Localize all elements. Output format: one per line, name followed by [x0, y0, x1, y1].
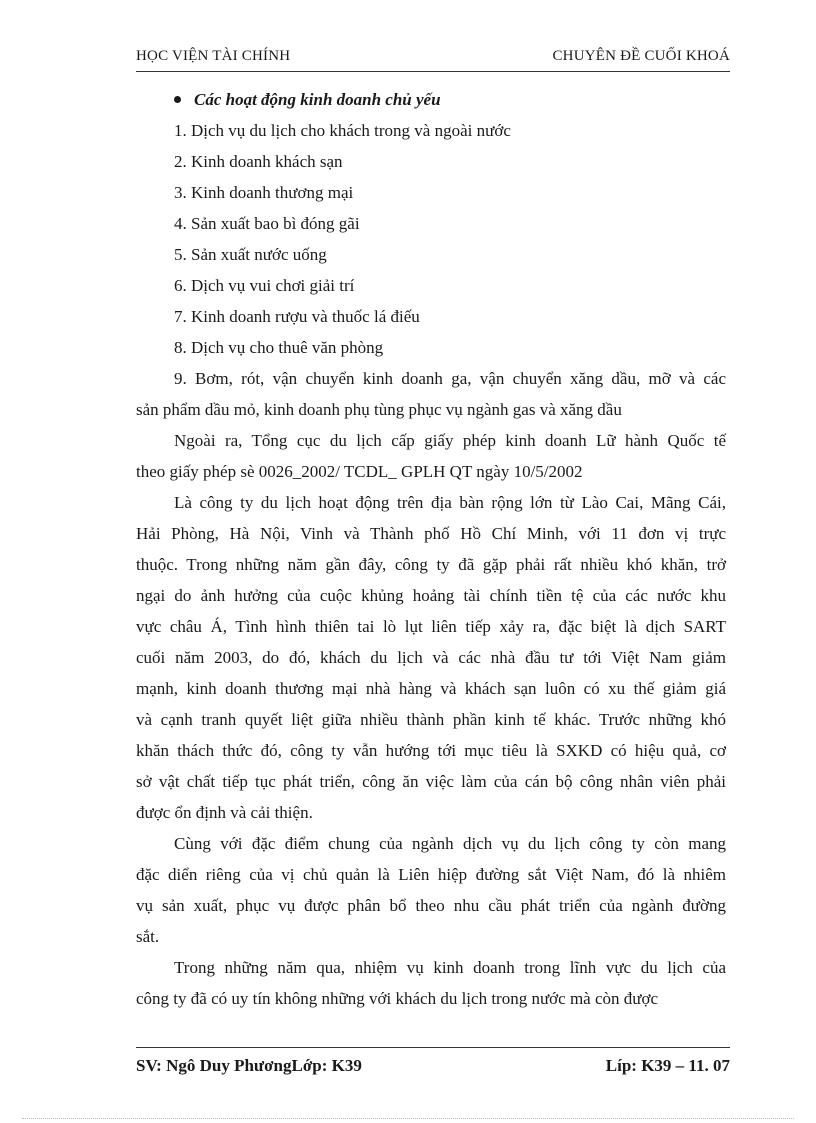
- paragraph-list-item-9: [136, 363, 726, 425]
- list-item: 7. Kinh doanh rượu và thuốc lá điếu: [174, 307, 420, 326]
- footer-class: Líp: K39 – 11. 07: [605, 1056, 730, 1075]
- list-item: 6. Dịch vụ vui chơi giải trí: [174, 276, 355, 295]
- paragraph-line: đặc diển riêng của vị chủ quản là Liên hiệp đường sắt Việt Nam, đó là nhiêm: [136, 865, 726, 884]
- paragraph-line: khăn thách thức đó, công ty vẫn hướng tới mục tiêu là SXKD có hiệu quả, cơ: [136, 741, 726, 760]
- paragraph-line: cuối năm 2003, do đó, khách du lịch và các nhà đầu tư tới Việt Nam giảm: [136, 648, 726, 667]
- paragraph-company-overview: [136, 487, 726, 828]
- list-item: 5. Sản xuất nước uống: [174, 245, 327, 264]
- paragraph-line: vực châu Á, Tình hình thiên tai lò lụt liên tiếp xảy ra, đặc biệt là dịch SART: [136, 617, 726, 636]
- paragraph-line: sắt.: [136, 927, 160, 946]
- paragraph-line: 9. Bơm, rót, vận chuyển kinh doanh ga, vận chuyển xăng dầu, mỡ và các: [174, 369, 726, 388]
- paragraph-line: thuộc. Trong những năm gần đây, công ty đã gặp phải rất nhiều khó khăn, trở: [136, 555, 726, 574]
- header-document-type: CHUYÊN ĐỀ CUỐI KHOÁ: [552, 48, 730, 64]
- paragraph-license: [136, 425, 726, 487]
- paragraph-reputation: [136, 952, 726, 1014]
- list-item: 1. Dịch vụ du lịch cho khách trong và ngoài nước: [174, 121, 511, 140]
- page-header: [136, 48, 730, 70]
- paragraph-line: sở vật chất tiếp tục phát triển, công ăn việc làm của cán bộ công nhân viên phải: [136, 772, 726, 791]
- paragraph-line: Ngoài ra, Tổng cục du lịch cấp giấy phép kinh doanh Lữ hành Quốc tế: [174, 431, 726, 450]
- paragraph-line: và cạnh tranh quyết liệt giữa nhiều thành phần kinh tế khác. Trước những khó: [136, 710, 726, 729]
- paragraph-line: được ổn định và cải thiện.: [136, 803, 313, 822]
- paragraph-line: Hải Phòng, Hà Nội, Vinh và Thành phố Hồ Chí Minh, với 11 đơn vị trực: [136, 524, 726, 543]
- list-item: 3. Kinh doanh thương mại: [174, 183, 354, 202]
- paragraph-line: vụ sản xuất, phục vụ được phân bổ theo nhu cầu phát triển của ngành đường: [136, 896, 726, 915]
- paragraph-line: ngại do ảnh hưởng của cuộc khủng hoảng tài chính tiền tệ của các nước khu: [136, 586, 726, 605]
- paragraph-line: Cùng với đặc điểm chung của ngành dịch vụ du lịch công ty còn mang: [174, 834, 726, 853]
- paragraph-line: Trong những năm qua, nhiệm vụ kinh doanh trong lĩnh vực du lịch của: [174, 958, 726, 977]
- list-item: 8. Dịch vụ cho thuê văn phòng: [174, 338, 384, 357]
- list-item: 2. Kinh doanh khách sạn: [174, 152, 343, 171]
- document-body: [136, 84, 726, 1014]
- paragraph-line: công ty đã có uy tín không những với khách du lịch trong nước mà còn được: [136, 989, 659, 1008]
- footer-divider: [136, 1047, 730, 1048]
- page-bottom-border: [22, 1118, 794, 1119]
- footer-student: SV: Ngô Duy PhươngLớp: K39: [136, 1056, 362, 1075]
- paragraph-line: theo giấy phép sè 0026_2002/ TCDL_ GPLH QT ngày 10/5/2002: [136, 462, 583, 481]
- paragraph-railway: [136, 828, 726, 952]
- list-item: 4. Sản xuất bao bì đóng gãi: [174, 214, 360, 233]
- paragraph-line: sản phẩm dầu mỏ, kinh doanh phụ tùng phục vụ ngành gas và xăng dầu: [136, 400, 622, 419]
- page-footer: [136, 1056, 730, 1078]
- header-divider: [136, 71, 730, 72]
- section-heading: Các hoạt động kinh doanh chủ yếu: [136, 84, 726, 115]
- bullet-icon: [174, 96, 181, 103]
- header-institution: HỌC VIỆN TÀI CHÍNH: [136, 48, 291, 64]
- paragraph-line: Là công ty du lịch hoạt động trên địa bàn rộng lớn từ Lào Cai, Mãng Cái,: [174, 493, 726, 512]
- paragraph-line: mạnh, kinh doanh thương mại nhà hàng và khách sạn luôn có xu thế giảm giá: [136, 679, 726, 698]
